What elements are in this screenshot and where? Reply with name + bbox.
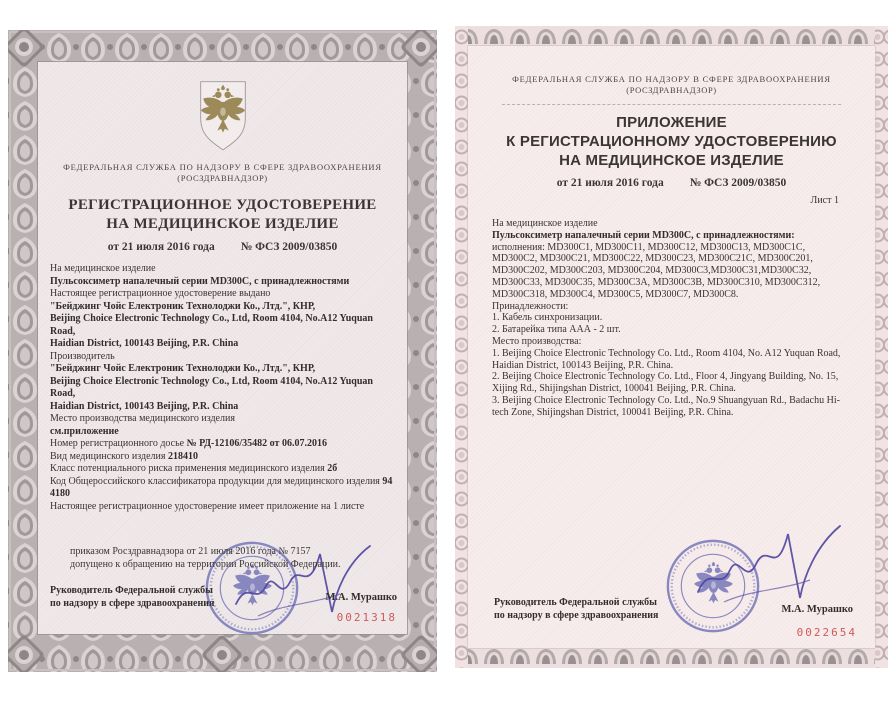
production-label: Место производства: <box>492 335 582 347</box>
device-name: Пульсоксиметр напалечный серии MD300C, с принадлежностями <box>50 275 350 287</box>
production-site: 1. Beijing Choice Electronic Technology Co. Ltd., Room 4104, No. A12 Yuquan Road, Haidian District, 100143 Beijing, P.R. China. <box>492 347 841 371</box>
certificate-number: № ФСЗ 2009/03850 <box>240 241 338 253</box>
certificate-date: от 21 июля 2016 года <box>107 241 215 253</box>
risk-class-value: 2б <box>327 463 338 474</box>
certificate-title: РЕГИСТРАЦИОННОЕ УДОСТОВЕРЕНИЕ НА МЕДИЦИНСКОЕ ИЗДЕЛИЕ <box>68 197 377 232</box>
signatory-name: М.А. Мурашко <box>781 604 853 615</box>
device-label: На медицинское изделие <box>50 263 156 274</box>
issued-name-ru: "Бейджинг Чойс Електроник Технолоджи Ко., Лтд.", КНР, <box>50 300 316 312</box>
manufacturer-name-ru: "Бейджинг Чойс Електроник Технолоджи Ко., Лтд.", КНР, <box>50 363 316 374</box>
accessory-item: 1. Кабель синхронизации. <box>492 312 603 324</box>
certificate-dateline <box>50 241 395 253</box>
authority-name: ФЕДЕРАЛЬНАЯ СЛУЖБА ПО НАДЗОРУ В СФЕРЕ ЗДРАВООХРАНЕНИЯ (РОСЗДРАВНАДЗОР) <box>63 162 382 183</box>
signatory-title: Руководитель Федеральной службы по надзору в сфере здравоохранения <box>50 585 215 609</box>
order-line1: приказом Росздравнадзора от 21 июля 2016 года № 7157 <box>70 546 311 557</box>
signature <box>228 524 378 624</box>
accessory-item: 2. Батарейка типа ААА - 2 шт. <box>492 324 621 336</box>
signatory-name: М.А. Мурашко <box>325 592 397 603</box>
russia-coat-of-arms-icon <box>192 80 254 154</box>
kind-label: Вид медицинского изделия <box>50 450 166 462</box>
production-place-label: Место производства медицинского изделия <box>50 413 235 424</box>
kind-value: 218410 <box>167 450 198 462</box>
signatory-title: Руководитель Федеральной службы по надзору в сфере здравоохранения <box>494 597 659 621</box>
issued-name-en: Beijing Choice Electronic Technology Co., Ltd, Room 4104, No.A12 Yuquan Road, <box>50 313 373 337</box>
appendix-note: Настоящее регистрационное удостоверение имеет приложение на 1 листе <box>50 500 365 512</box>
accessories-label: Принадлежности: <box>492 300 569 312</box>
manufacturer-name-en: Beijing Choice Electronic Technology Co., Ltd, Room 4104, No.A12 Yuquan Road, <box>50 375 373 399</box>
device-label: На медицинское изделие <box>492 218 598 229</box>
device-name: Пульсоксиметр напалечный серии MD300C, с принадлежностями: <box>492 229 795 241</box>
okp-code-value: 94 4180 <box>50 475 393 499</box>
risk-class-label: Класс потенциального риска применения медицинского изделия <box>50 463 325 474</box>
serial-number: 0021318 <box>336 611 397 624</box>
manufacturer-label: Производитель <box>50 350 115 362</box>
manufacturer-address: Haidian District, 100143 Beijing, P.R. China <box>50 400 239 412</box>
certificate-paper <box>468 46 875 648</box>
sheet-number: Лист 1 <box>810 195 839 206</box>
certificate-number: № ФСЗ 2009/03850 <box>689 177 787 189</box>
dossier-label: Номер регистрационного досье <box>50 438 185 449</box>
issued-address: Haidian District, 100143 Beijing, P.R. China <box>50 338 239 349</box>
certificate-dateline <box>492 177 851 189</box>
dashed-separator <box>502 104 841 105</box>
okp-code-label: Код Общероссийского классификатора продукции для медицинского изделия <box>50 475 380 487</box>
appendix-title: ПРИЛОЖЕНИЕ К РЕГИСТРАЦИОННОМУ УДОСТОВЕРЕНИЮ НА МЕДИЦИНСКОЕ ИЗДЕЛИЕ <box>506 114 837 169</box>
device-versions: исполнения: MD300C1, MD300C11, MD300C12, MD300C13, MD300C1C, MD300C2, MD300C21, MD300C22, MD300C23, MD300C21C, MD300C201, MD300C202, MD300C203, MD300C204, MD300C3,MD300C31,MD300C32, MD300C33, MD300C35, MD300C3A, MD300C3B, MD300C310, MD300C312, MD300C318, MD300C4, MD300C5, MD300C7, MD300C8. <box>492 241 821 300</box>
certificate-paper <box>38 62 407 634</box>
order-line2: допущено к обращению на территории Российской Федерации. <box>70 558 341 570</box>
production-site: 3. Beijing Choice Electronic Technology Co. Ltd., No.9 Shuangyuan Rd., Badachu Hi-tech Zone, Shijingshan District, 100041 Beijing, P.R. China. <box>492 394 840 418</box>
certificate-registration <box>8 30 437 672</box>
signature <box>690 502 850 612</box>
certificate-appendix <box>455 26 888 668</box>
production-place-value: см.приложение <box>50 425 119 437</box>
issued-label: Настоящее регистрационное удостоверение выдано <box>50 288 271 299</box>
serial-number: 0022654 <box>796 626 857 639</box>
production-site: 2. Beijing Choice Electronic Technology Co. Ltd., Floor 4, Jingyang Building, No. 15, Xijing Rd., Shijingshan District, 100041 Beijing, P.R. China. <box>492 371 839 395</box>
authority-name: ФЕДЕРАЛЬНАЯ СЛУЖБА ПО НАДЗОРУ В СФЕРЕ ЗДРАВООХРАНЕНИЯ (РОСЗДРАВНАДЗОР) <box>512 74 831 95</box>
dossier-value: № РД-12106/35482 от 06.07.2016 <box>186 438 327 449</box>
certificate-date: от 21 июля 2016 года <box>556 177 664 189</box>
